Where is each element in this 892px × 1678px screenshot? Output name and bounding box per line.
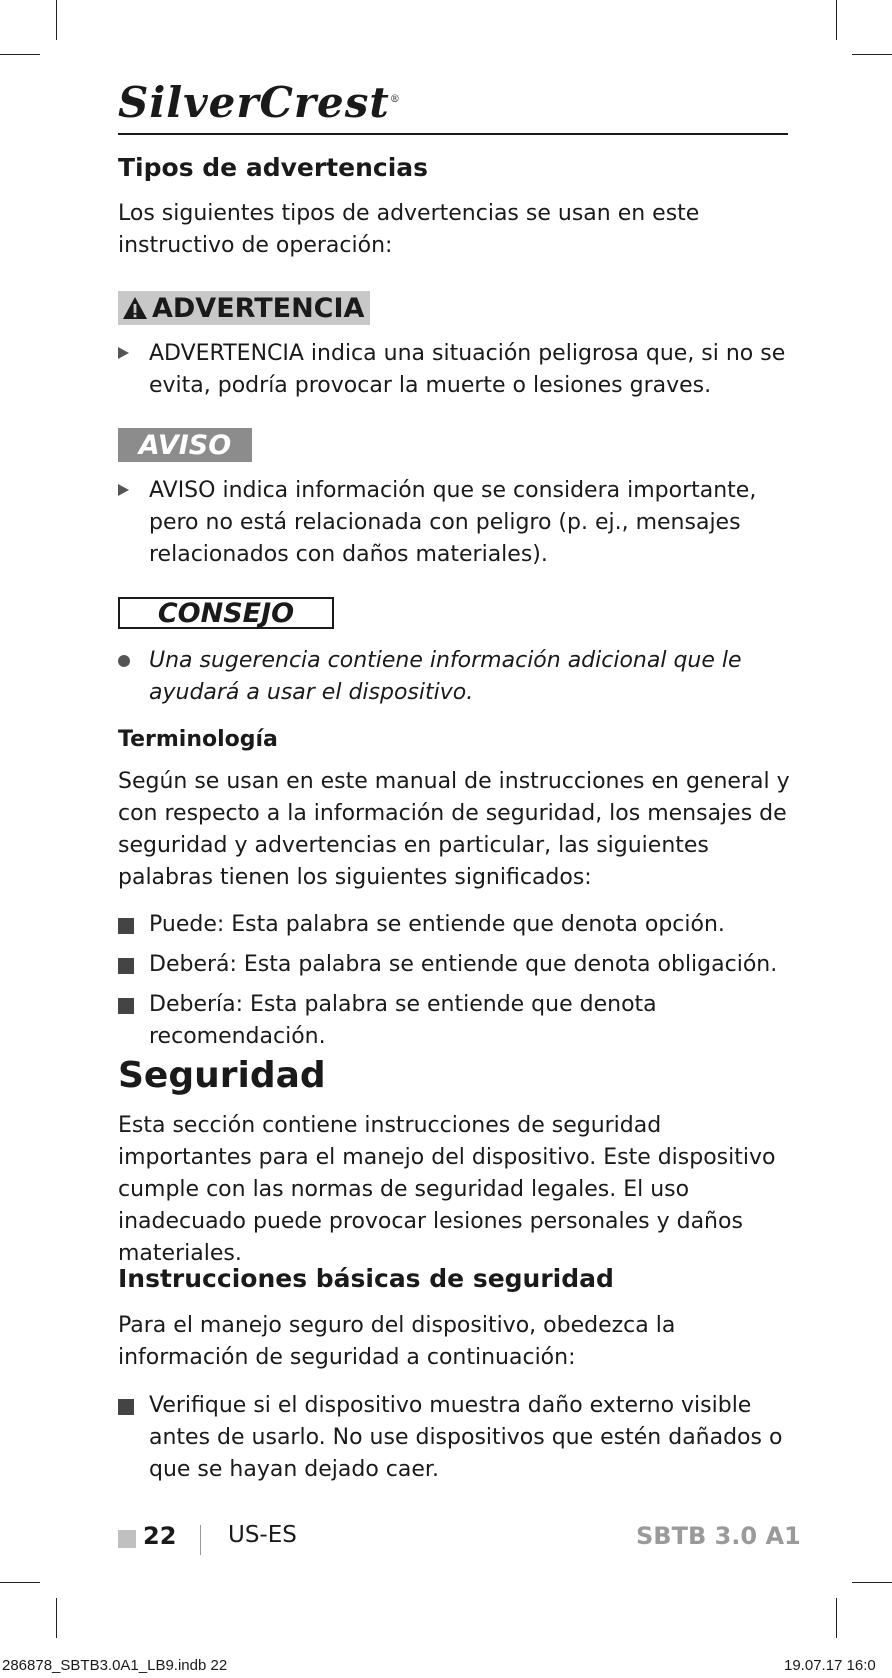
crop-mark (852, 1582, 892, 1583)
list-item (118, 338, 798, 402)
safety-item: Verifique si el dispositivo muestra daño externo visible antes de usarlo. No use dispositivos que estén dañados o que se hayan dejado caer. (149, 1393, 783, 1482)
round-bullet-icon (118, 655, 130, 667)
warning-triangle-icon (122, 296, 148, 320)
language-code: US-ES (228, 1522, 297, 1548)
square-bullet-icon (118, 918, 134, 934)
terminology-intro: Según se usan en este manual de instrucciones en general y con respecto a la información de seguridad, los mensajes de seguridad y advertencias en particular, las siguientes palabras tienen los siguientes significados: (118, 769, 790, 890)
brand-logo: SilverCrest® (118, 78, 401, 127)
list-item (118, 645, 798, 709)
warning-types-intro: Los siguientes tipos de advertencias se usan en este instructivo de operación: (118, 201, 700, 258)
page-number: 22 (143, 1522, 177, 1550)
consejo-label (118, 597, 334, 629)
basic-safety-intro: Para el manejo seguro del dispositivo, obedezca la información de seguridad a continuación: (118, 1313, 676, 1370)
print-slug-file: 286878_SBTB3.0A1_LB9.indb 22 (2, 1657, 228, 1674)
advertencia-description: ADVERTENCIA indica una situación peligrosa que, si no se evita, podría provocar la muerte o lesiones graves. (149, 341, 786, 398)
footer-divider (200, 1525, 201, 1555)
aviso-label-text: AVISO (138, 429, 232, 461)
square-bullet-icon (118, 1399, 134, 1415)
consejo-label-text: CONSEJO (157, 597, 295, 629)
terminology-title: Terminología (118, 727, 278, 752)
list-item (118, 909, 798, 941)
header-rule (118, 133, 788, 135)
crop-mark (0, 54, 40, 55)
advertencia-label (118, 291, 370, 325)
arrow-bullet-icon (118, 347, 129, 359)
aviso-description: AVISO indica información que se considera importante, pero no está relacionada con peligro (p. ej., mensajes relacionados con daños materiales). (149, 478, 757, 567)
crop-mark (0, 1582, 40, 1583)
list-item (118, 1390, 798, 1486)
consejo-description: Una sugerencia contiene información adicional que le ayudará a usar el dispositivo. (149, 648, 742, 705)
terminology-item: Puede: Esta palabra se entiende que denota opción. (149, 912, 725, 937)
crop-mark (836, 1598, 837, 1638)
page-marker (118, 1530, 136, 1548)
crop-mark (56, 1598, 57, 1638)
basic-safety-title: Instrucciones básicas de seguridad (118, 1264, 614, 1293)
square-bullet-icon (118, 998, 134, 1014)
square-bullet-icon (118, 958, 134, 974)
terminology-item: Debería: Esta palabra se entiende que denota recomendación. (149, 992, 657, 1049)
safety-intro: Esta sección contiene instrucciones de seguridad importantes para el manejo del dispositivo. Este dispositivo cumple con las normas de seguridad legales. El uso inadecuado puede provocar lesiones personales y daños materiales. (118, 1113, 776, 1266)
safety-title: Seguridad (118, 1055, 326, 1096)
model-number: SBTB 3.0 A1 (636, 1522, 801, 1550)
terminology-item: Deberá: Esta palabra se entiende que denota obligación. (149, 952, 778, 977)
list-item (118, 475, 798, 571)
list-item (118, 949, 798, 981)
print-slug-date: 19.07.17 16:0 (784, 1657, 876, 1674)
arrow-bullet-icon (118, 484, 129, 496)
crop-mark (56, 0, 57, 40)
advertencia-label-text: ADVERTENCIA (152, 292, 365, 324)
section-title-warning-types: Tipos de advertencias (118, 153, 429, 182)
aviso-label (118, 428, 252, 462)
list-item (118, 989, 798, 1053)
crop-mark (852, 54, 892, 55)
crop-mark (836, 0, 837, 40)
